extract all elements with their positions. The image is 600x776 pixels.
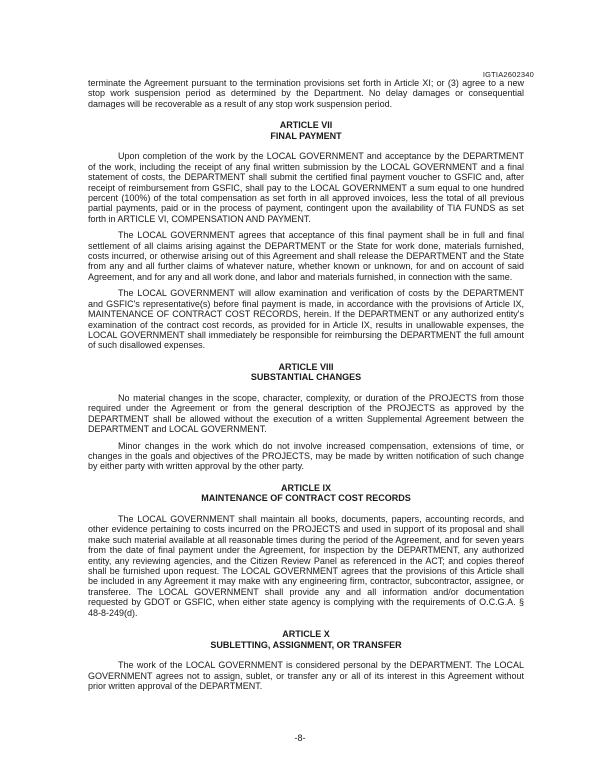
paragraph: No material changes in the scope, character, complexity, or duration of the PROJECTS from those required under the Agreement or from the general description of the PROJECTS as approved by the DEPARTMENT shall be allowed without the execution of a written Supplemental Agreement between the DEPARTMENT and LOCAL GOVERNMENT. xyxy=(88,392,524,435)
article-title: SUBLETTING, ASSIGNMENT, OR TRANSFER xyxy=(210,639,402,650)
article-title: SUBSTANTIAL CHANGES xyxy=(250,372,362,383)
paragraph: The LOCAL GOVERNMENT will allow examination and verification of costs by the DEPARTMENT and GSFIC's representative(s) before final payment is made, in accordance with the provisions of Article IX, MAINTENANCE OF CONTRACT COST RECORDS, herein. If the DEPARTMENT or any authorized entity's examination of the contract cost records, as provided for in Article IX, results in unallowable expenses, the LOCAL GOVERNMENT shall immediately be responsible for reimbursing the DEPARTMENT the full amount of such disallowed expenses. xyxy=(88,288,524,351)
paragraph: The LOCAL GOVERNMENT agrees that acceptance of this final payment shall be in full and final settlement of all claims arising against the DEPARTMENT or the State for work done, materials furnished, costs incurred, or otherwise arising out of this Agreement and shall release the DEPARTMENT and the State from any and all further claims of whatever nature, whether known or unknown, for and on account of said Agreement, and for any and all work done, and labor and materials furnished, in connection with the same. xyxy=(88,230,524,282)
paragraph: Minor changes in the work which do not involve increased compensation, extensions of time, or changes in the goals and objectives of the PROJECTS, may be made by written notification of such change by either party with written approval by the other party. xyxy=(88,440,524,472)
paragraph: The LOCAL GOVERNMENT shall maintain all books, documents, papers, accounting records, and other evidence pertaining to costs incurred on the PROJECTS and used in support of its proposal and shall make such material available at all reasonable times during the period of the Agreement, and for seven years from the date of final payment under the Agreement, for inspection by the DEPARTMENT, any authorized entity, any reviewing agencies, and the Citizen Review Panel as referenced in the ACT; and copies thereof shall be furnished upon request. The LOCAL GOVERNMENT agrees that the provisions of this Article shall be included in any Agreement it may make with any engineering firm, contractor, subcontractor, assignee, or transferee. The LOCAL GOVERNMENT shall provide any and all information and/or documentation requested by GDOT or GSFIC, when either state agency is complying with the requirements of O.C.G.A. § 48-8-249(d). xyxy=(88,513,524,618)
page-number: -8- xyxy=(294,733,306,743)
article-number: ARTICLE X xyxy=(282,629,330,639)
article-heading xyxy=(88,120,524,141)
article-heading xyxy=(88,483,524,504)
article-number: ARTICLE VII xyxy=(279,120,333,131)
intro-paragraph: terminate the Agreement pursuant to the termination provisions set forth in Article XI; or (3) agree to a new stop work suspension period as determined by the Department. No delay damages or consequential damages will be recoverable as a result of any stop work suspension period. xyxy=(88,78,524,109)
paragraph: Upon completion of the work by the LOCAL GOVERNMENT and acceptance by the DEPARTMENT of the work, including the receipt of any final written submission by the LOCAL GOVERNMENT and a final statement of costs, the DEPARTMENT shall submit the certified final payment voucher to GSFIC and, after receipt of reimbursement from GSFIC, shall pay to the LOCAL GOVERNMENT a sum equal to one hundred percent (100%) of the total compensation as set forth in all approved invoices, less the total of all previous partial payments, paid or in the process of payment, contingent upon the availability of TIA FUNDS as set forth in ARTICLE VI, COMPENSATION AND PAYMENT. xyxy=(88,151,524,224)
article-number: ARTICLE VIII xyxy=(278,361,334,372)
article-heading xyxy=(88,629,524,650)
document-id: IGTIA2602340 xyxy=(482,70,534,79)
article-title: MAINTENANCE OF CONTRACT COST RECORDS xyxy=(201,493,411,504)
article-number: ARTICLE IX xyxy=(280,482,331,493)
paragraph: The work of the LOCAL GOVERNMENT is considered personal by the DEPARTMENT. The LOCAL GOVERNMENT agrees not to assign, sublet, or transfer any or all of its interest in this Agreement without prior written approval of the DEPARTMENT. xyxy=(88,660,524,691)
document-body xyxy=(88,78,524,697)
article-heading xyxy=(88,362,524,383)
article-title: FINAL PAYMENT xyxy=(270,130,342,141)
